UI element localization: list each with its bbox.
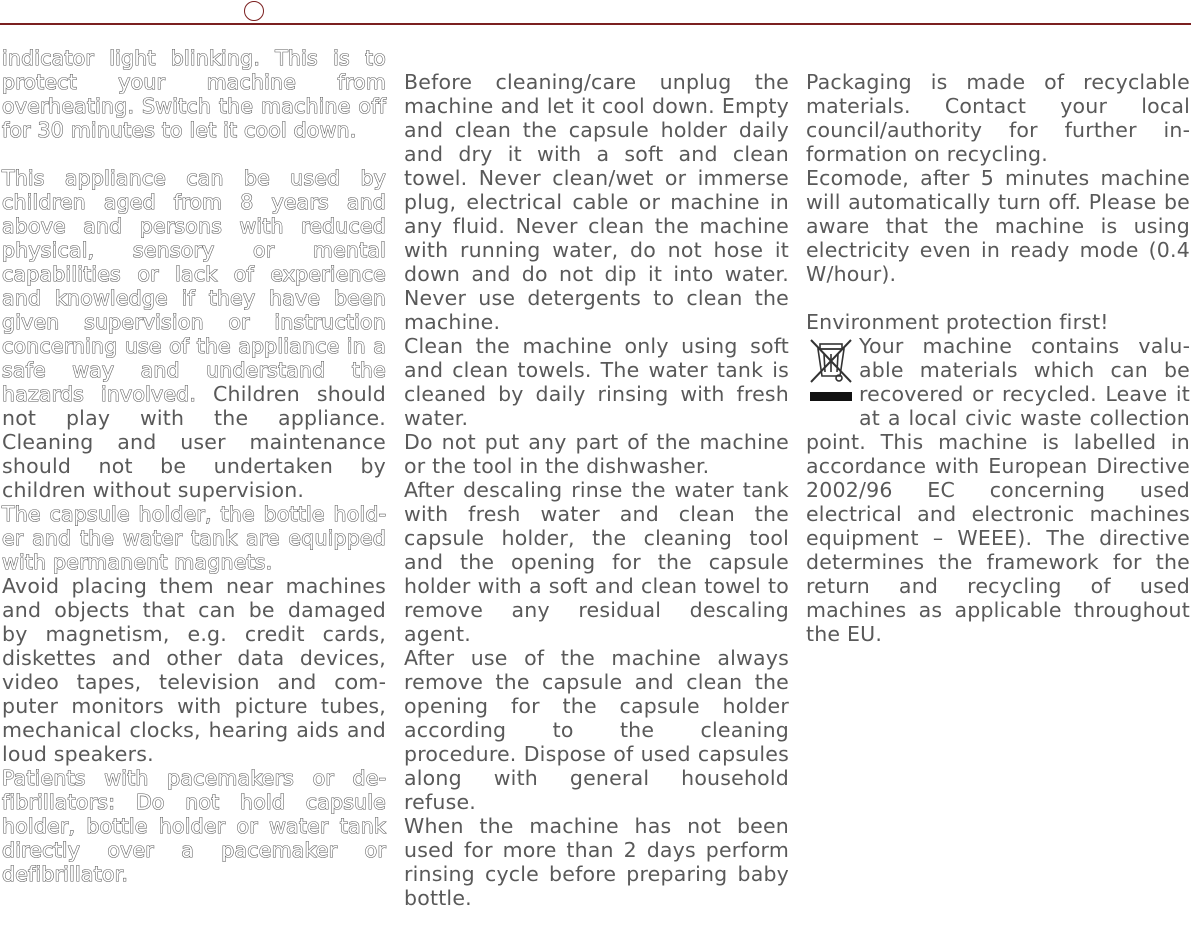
clean-towels-paragraph: Clean the machine only using soft and clean towels. The water tank is cleaned by daily rinsing with fresh water.	[404, 334, 789, 430]
dishwasher-paragraph: Do not put any part of the machine or the tool in the dishwasher.	[404, 430, 789, 478]
rinsing-cycle-paragraph: When the machine has not been used for more than 2 days perform rinsing cycle before preparing baby bottle.	[404, 814, 789, 910]
pacemaker-warning: Patients with pacemakers or defibrillators: Do not hold capsule holder, bottle holder or water tank directly over a pacemaker or defibrillator.	[2, 766, 386, 886]
cleaning-care-paragraph: Before cleaning/care unplug the machine and let it cool down. Empty and clean the capsule holder daily and dry it with a soft and clean towel. Never clean/wet or immerse plug, electrical cable or machine in any fluid. Never clean the machine with running water, do not hose it down and do not dip it into water. Never use detergents to clean the machine.	[404, 70, 789, 334]
children-safety-outlined: This appliance can be used by children aged from 8 years and above and persons with reduced physical, sensory or mental capabilities or lack of experience and knowledge if they have been given supervision or instruction concerning use of the appliance in a safe way and understand the hazards involved.	[2, 166, 386, 406]
crossed-out-wheelie-bin-icon	[806, 336, 856, 408]
ecomode-paragraph: Ecomode, after 5 minutes machine will automatically turn off. Please be aware that the machine is using electricity even in ready mode (0.4 W/hour).	[806, 166, 1190, 286]
magnets-warning: The capsule holder, the bottle holder and the water tank are equipped with permanent magnets.	[2, 502, 386, 574]
after-use-paragraph: After use of the machine always remove the capsule and clean the opening for the capsule holder according to the cleaning procedure. Dispose of used capsules along with general household refuse.	[404, 646, 789, 814]
magnetism-advice: Avoid placing them near machines and objects that can be damaged by magnetism, e.g. credit cards, diskettes and other data devices, video tapes, television and computer monitors with picture tubes, mechanical clocks, hearing aids and loud speakers.	[2, 574, 386, 766]
header-rule	[0, 23, 1191, 25]
page-number-circle	[244, 1, 264, 21]
column-1	[2, 46, 386, 886]
overheating-note: indicator light blinking. This is to protect your machine from overheating. Switch the machine off for 30 minutes to let it cool down.	[2, 46, 386, 142]
column-2	[404, 70, 789, 910]
weee-block	[806, 334, 1190, 646]
page-header	[0, 0, 1191, 34]
environment-heading: Environment protection first!	[806, 310, 1109, 334]
descaling-paragraph: After descaling rinse the water tank with fresh water and clean the capsule holder, the cleaning tool and the opening for the capsule holder with a soft and clean towel to remove any residual descaling agent.	[404, 478, 789, 646]
children-safety-plain: Children should not play with the appliance. Cleaning and user maintenance should not be undertaken by children without supervision.	[2, 382, 386, 502]
children-safety-paragraph	[2, 166, 386, 502]
column-3	[806, 70, 1190, 646]
packaging-paragraph: Packaging is made of recyclable materials. Contact your local council/authority for further information on recycling.	[806, 70, 1190, 166]
weee-paragraph: Your machine contains valuable materials which can be recovered or recycled. Leave it at a local civic waste collection point. This machine is labelled in accordance with European Directive 2002/96 EC concerning used electrical and electronic machines equipment – WEEE). The directive determines the framework for the return and recycling of used machines as applicable throughout the EU.	[806, 334, 1190, 646]
